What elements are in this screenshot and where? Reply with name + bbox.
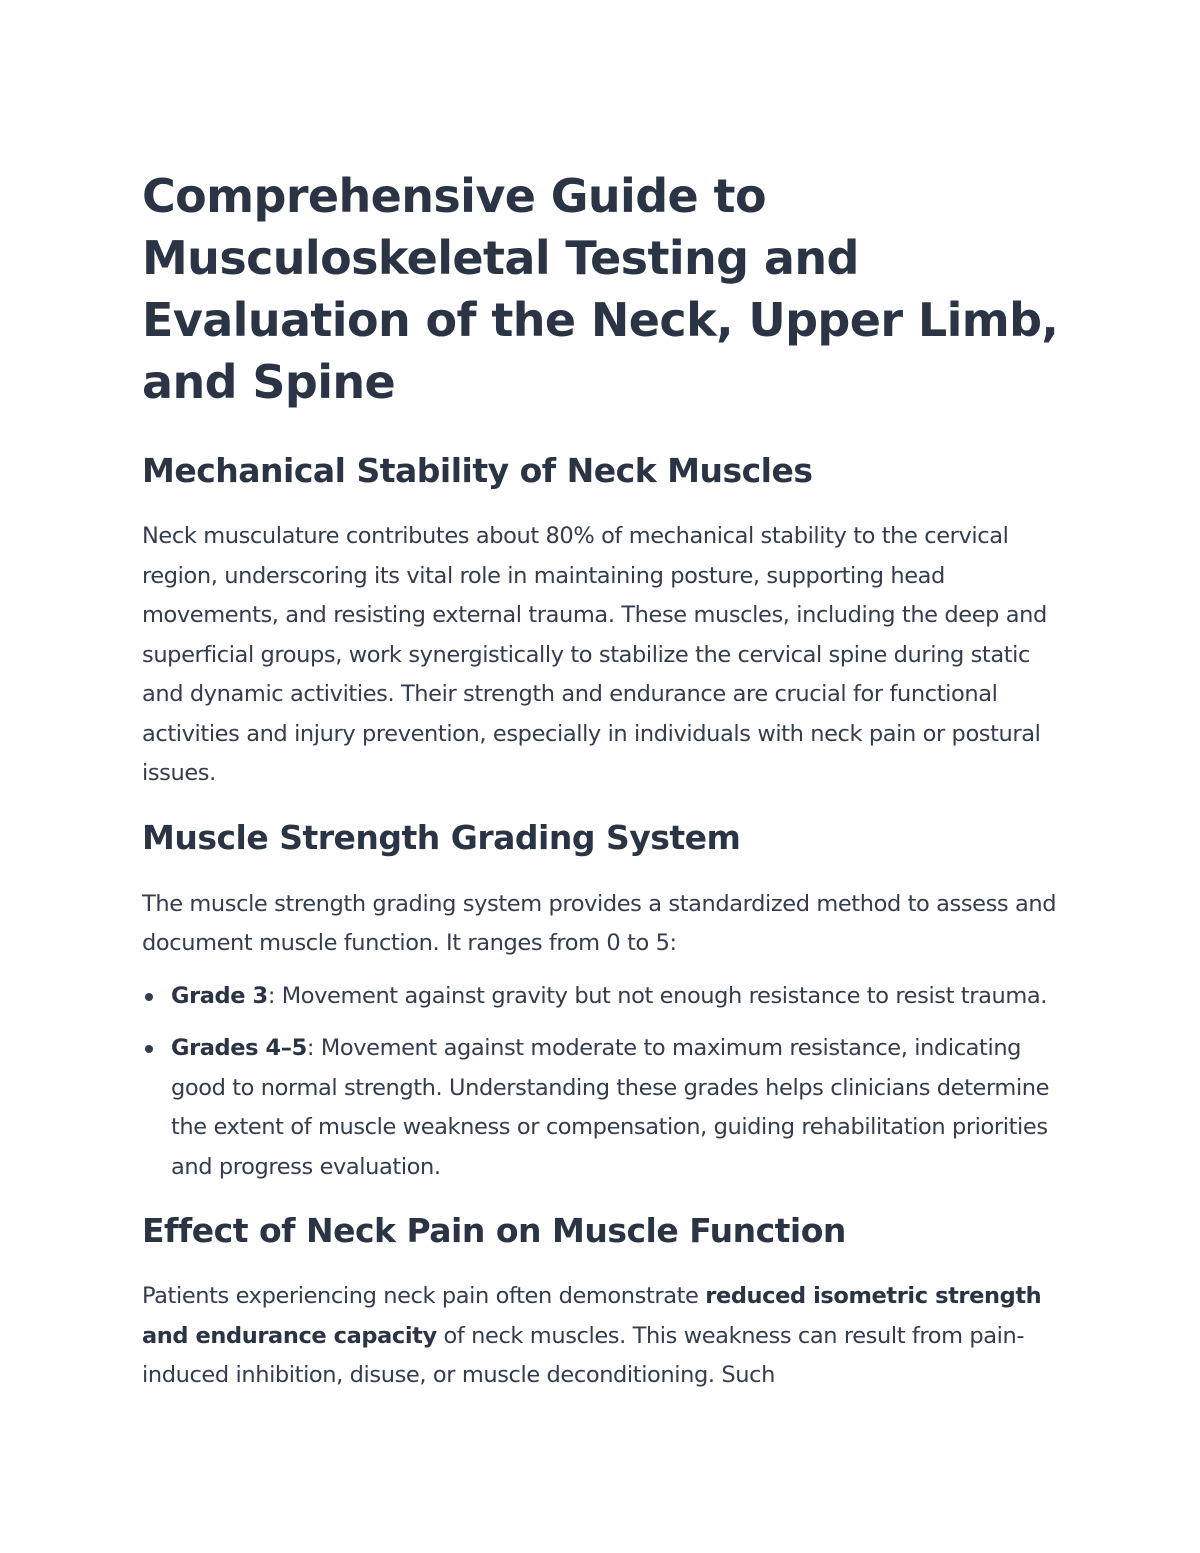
section-heading-strength-grading: Muscle Strength Grading System bbox=[142, 817, 741, 857]
paragraph-emphasis: reduced isometric strength and endurance capacity bbox=[142, 1283, 1042, 1349]
section-paragraph-mechanical-stability: Neck musculature contributes about 80% of mechanical stability to the cervical region, underscoring its vital role in maintaining posture, supporting head movements, and resisting external trauma. These muscles, including the deep and superficial groups, work synergistically to stabilize the cervical spine during static and dynamic activities. Their strength and endurance are crucial for functional activities and injury prevention, especially in individuals with neck pain or postural issues. bbox=[142, 523, 1047, 786]
section-paragraph-neck-pain-effect bbox=[142, 1277, 1072, 1396]
section-paragraph-strength-grading: The muscle strength grading system provides a standardized method to assess and document muscle function. It ranges from 0 to 5: bbox=[142, 890, 1057, 956]
document-page bbox=[142, 165, 1072, 1396]
bullet-icon bbox=[145, 1045, 153, 1053]
list-item bbox=[142, 1029, 1072, 1187]
grade-description: : Movement against gravity but not enough resistance to resist trauma. bbox=[267, 982, 1047, 1009]
section-heading-mechanical-stability: Mechanical Stability of Neck Muscles bbox=[142, 451, 813, 490]
list-item bbox=[142, 977, 1072, 1017]
document-title: Comprehensive Guide to Musculoskeletal Testing and Evaluation of the Neck, Upper Limb, and Spine bbox=[142, 169, 1059, 409]
paragraph-text-lead: Patients experiencing neck pain often demonstrate bbox=[142, 1283, 706, 1309]
grade-term: Grade 3 bbox=[171, 982, 268, 1009]
bullet-icon bbox=[145, 993, 153, 1001]
paragraph-text-continuation: of neck muscles. This weakness can result from pain-induced inhibition, disuse, or muscle deconditioning. Such bbox=[142, 1322, 1025, 1388]
grade-term: Grades 4–5 bbox=[171, 1035, 307, 1061]
grade-description: : Movement against moderate to maximum resistance, indicating good to normal strength. Understanding these grades helps clinicians determine the extent of muscle weakness or compensation, guiding rehabilitation priorities and progress evaluation. bbox=[171, 1035, 1050, 1180]
grade-list bbox=[142, 977, 1072, 1188]
section-heading-neck-pain-effect: Effect of Neck Pain on Muscle Function bbox=[142, 1211, 846, 1250]
